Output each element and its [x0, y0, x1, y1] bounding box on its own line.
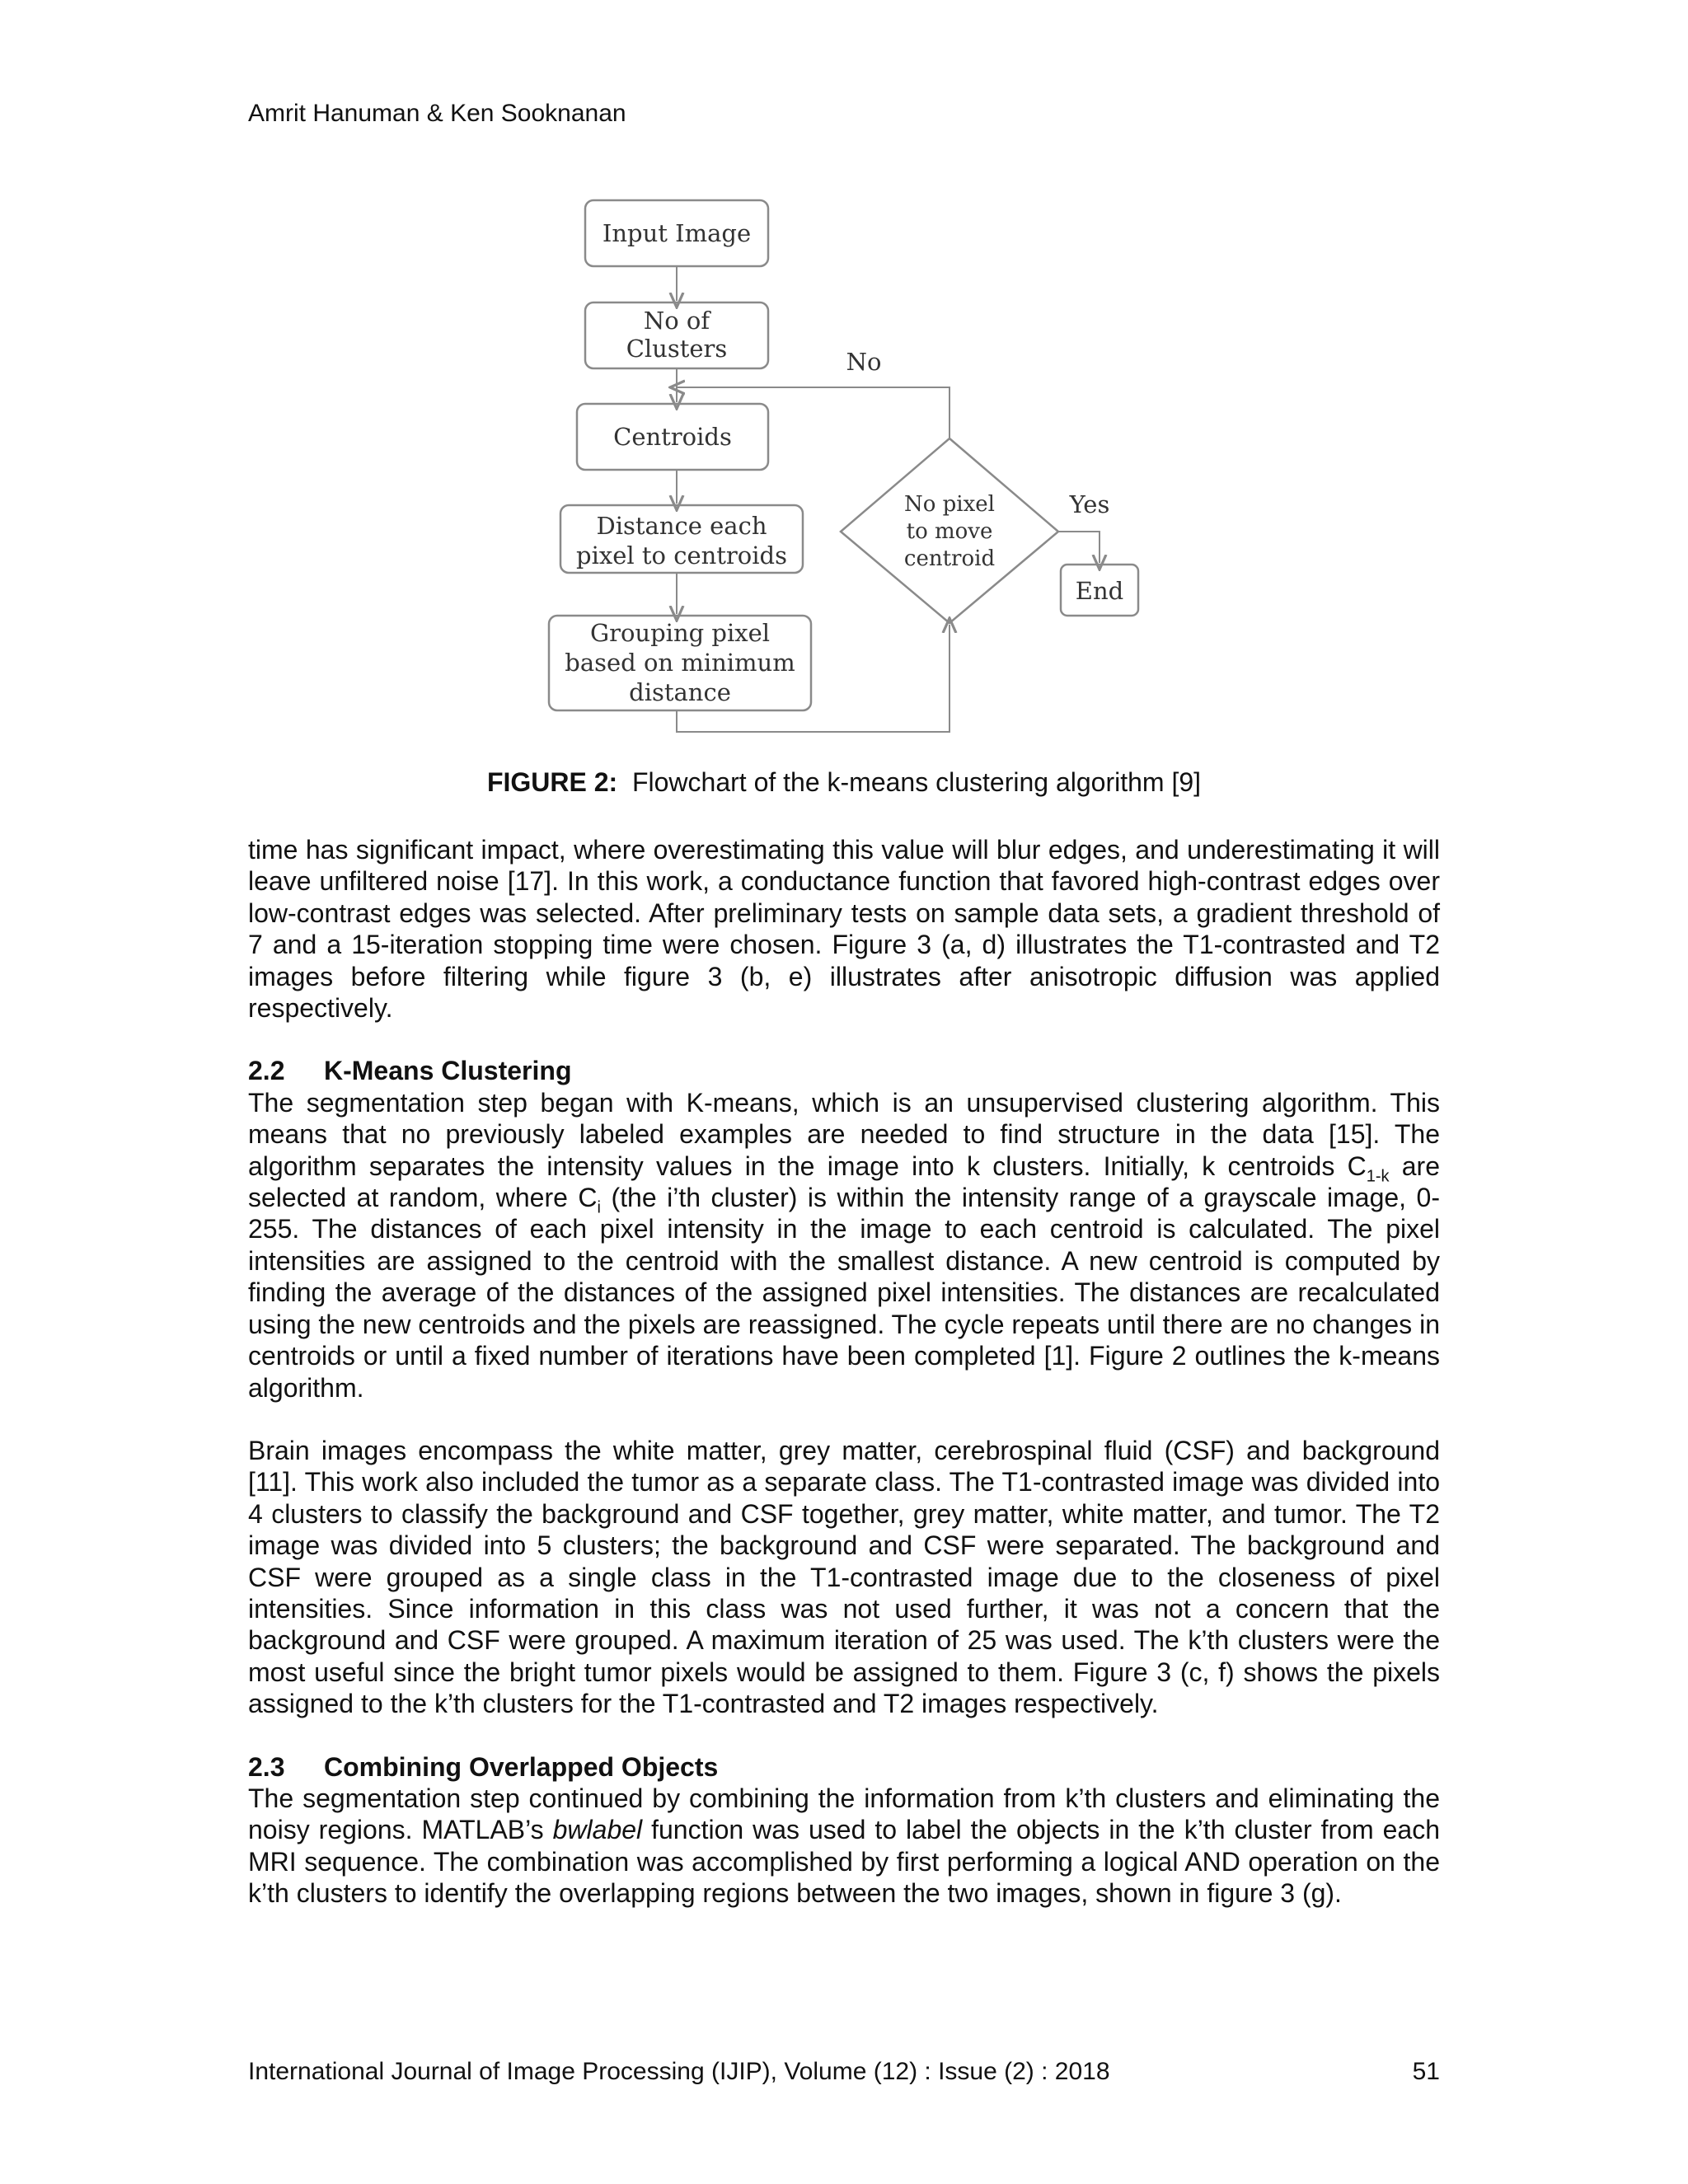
no-of-clusters-label-1: No of — [643, 307, 710, 335]
distance-label-2: pixel to centroids — [576, 541, 787, 569]
section-title: Combining Overlapped Objects — [324, 1751, 719, 1782]
italic-term: bwlabel — [552, 1815, 643, 1845]
decision-label-3: centroid — [903, 546, 996, 571]
centroids-label: Centroids — [613, 423, 732, 451]
decision-label-1: No pixel — [904, 492, 995, 517]
text-run: function was used to label the objects in the k’th cluster from each MRI sequence. The combination was accomplished by first performing a logical AND operation on the k’th clusters to identify the overlapping regions between the two images, shown in figure 3 (g). — [248, 1815, 1441, 1909]
combining-paragraph-1 — [248, 1783, 1440, 1910]
text-run: The segmentation step continued by combining the information from k’th clusters and eliminating the noisy regions. MATLAB’s — [248, 1783, 1440, 1845]
end-label: End — [1075, 577, 1124, 605]
section-heading-2-3 — [248, 1751, 1440, 1783]
subscript: i — [597, 1198, 601, 1217]
kmeans-paragraph-2: Brain images encompass the white matter, grey matter, cerebrospinal fluid (CSF) and background [11]. This work also included the tumor as a separate class. The T1-contrasted image was divided into 4 clusters to classify the background and CSF together, grey matter, white matter, and tumor. The T2 image was divided into 5 clusters; the background and CSF were separated. The background and CSF were grouped as a single class in the T1-contrasted image due to the closeness of pixel intensities. Since information in this class was not used further, it was not a concern that the background and CSF were grouped. A maximum iteration of 25 was used. The k’th clusters were the most useful since the bright tumor pixels would be assigned to them. Figure 3 (c, f) shows the pixels assigned to the k’th clusters for the T1-contrasted and T2 images respectively. — [248, 1435, 1440, 1719]
grouping-label-1: Grouping pixel — [589, 619, 771, 647]
no-branch-label: No — [846, 348, 882, 376]
kmeans-paragraph-1 — [248, 1087, 1440, 1404]
figure-caption — [0, 766, 1688, 798]
text-run: are selected at random, where C — [248, 1151, 1441, 1213]
subscript: 1-k — [1366, 1167, 1390, 1186]
text-run: The segmentation step began with K-means, which is an unsupervised clustering algorithm. This means that no previously labeled examples are needed to find structure in the data [15]. The algorithm separates the intensity values in the image into k clusters. Initially, k centroids C — [248, 1087, 1440, 1181]
figure-caption-label: FIGURE 2: — [486, 767, 618, 797]
journal-info: International Journal of Image Processing (IJIP), Volume (12) : Issue (2) : 2018 — [248, 2058, 1110, 2085]
grouping-label-2: based on minimum — [565, 649, 795, 677]
body-text — [248, 834, 1440, 1910]
intro-paragraph: time has significant impact, where overestimating this value will blur edges, and underestimating it will leave unfiltered noise [17]. In this work, a conductance function that favored high-contrast edges over low-contrast edges was selected. After preliminary tests on sample data sets, a gradient threshold of 7 and a 15-iteration stopping time were chosen. Figure 3 (a, d) illustrates the T1-contrasted and T2 images before filtering while figure 3 (b, e) illustrates after anisotropic diffusion was applied respectively. — [248, 835, 1440, 1024]
no-of-clusters-label-2: Clusters — [626, 335, 728, 363]
section-heading-2-2 — [248, 1055, 1440, 1086]
section-title: K-Means Clustering — [324, 1056, 572, 1086]
page-number: 51 — [1412, 2058, 1440, 2085]
kmeans-flowchart — [528, 185, 1170, 746]
text-run: (the i’th cluster) is within the intensity range of a grayscale image, 0-255. The distances of each pixel intensity in the image to each centroid is calculated. The pixel intensities are assigned to the centroid with the smallest distance. A new centroid is computed by finding the average of the distances of the assigned pixel intensities. The distances are recalculated using the new centroids and the pixels are reassigned. The cycle repeats until there are no changes in centroids or until a fixed number of iterations have been completed [1]. Figure 2 outlines the k-means algorithm. — [248, 1183, 1441, 1403]
distance-label-1: Distance each — [596, 512, 767, 540]
input-image-label: Input Image — [602, 219, 752, 247]
yes-branch-line — [1058, 532, 1100, 563]
section-number: 2.3 — [248, 1751, 285, 1782]
figure-caption-text: Flowchart of the k-means clustering algorithm [9] — [631, 767, 1202, 797]
decision-label-2: to move — [906, 519, 993, 544]
yes-branch-label: Yes — [1069, 490, 1110, 518]
grouping-label-3: distance — [629, 678, 731, 706]
running-head: Amrit Hanuman & Ken Sooknanan — [248, 100, 626, 127]
flowchart-figure — [528, 185, 1170, 746]
section-number: 2.2 — [248, 1056, 285, 1086]
page-footer — [248, 2057, 1440, 2087]
